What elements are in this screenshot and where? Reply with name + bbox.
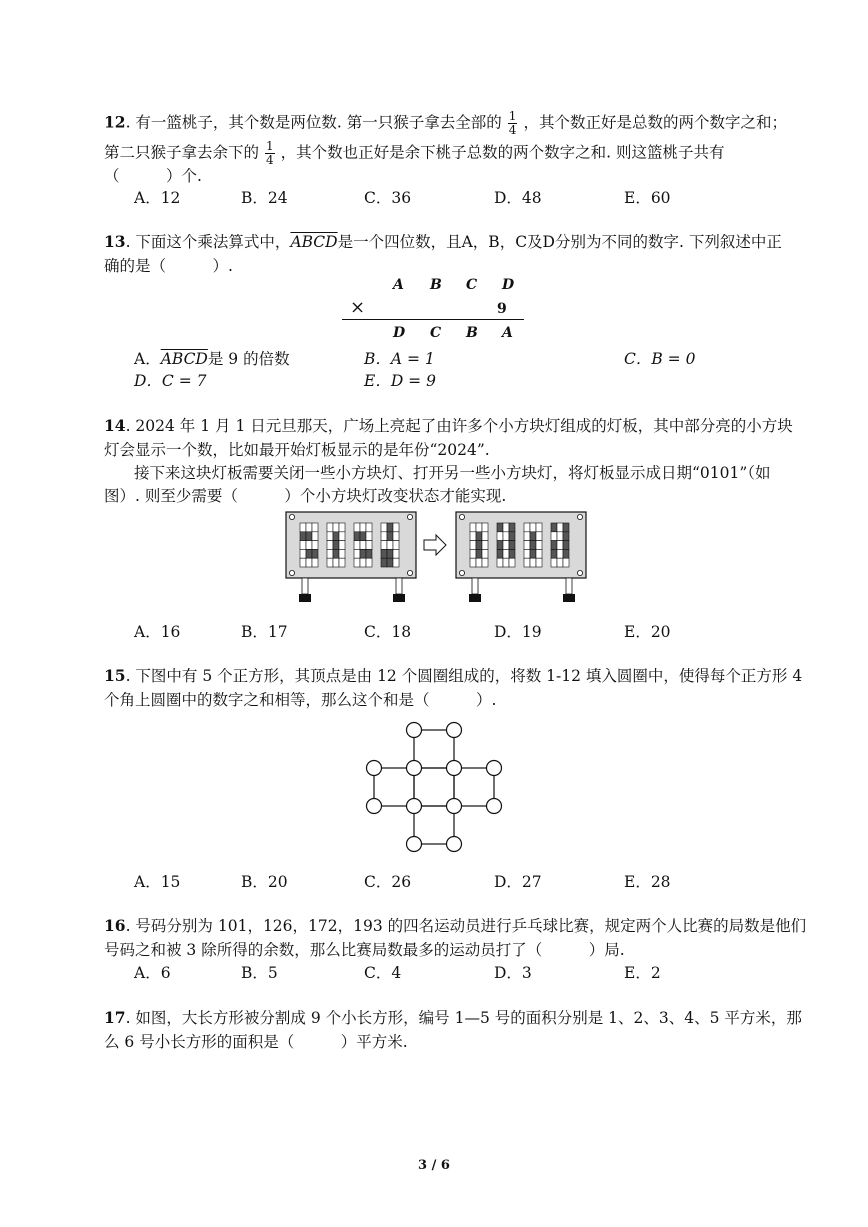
q12-option-c[interactable]: C．36 bbox=[364, 189, 412, 207]
q13-line1 bbox=[104, 230, 782, 252]
lamp-cell bbox=[536, 523, 542, 532]
lamp-cell bbox=[306, 532, 312, 541]
mult-bottom-b: B bbox=[466, 325, 478, 341]
lamp-cell bbox=[333, 549, 339, 558]
circle-node bbox=[447, 837, 462, 852]
lamp-cell bbox=[393, 523, 399, 532]
q14-line2: 灯会显示一个数，比如最开始灯板显示的是年份“2024”. bbox=[104, 441, 490, 459]
lamp-cell bbox=[333, 558, 339, 567]
mult-top-d: D bbox=[502, 277, 515, 293]
q12-line1 bbox=[104, 110, 787, 137]
lamp-cell bbox=[476, 549, 482, 558]
screw-icon bbox=[407, 514, 412, 519]
lamp-cell bbox=[381, 523, 387, 532]
board-leg bbox=[302, 578, 308, 594]
mult-top-a: A bbox=[393, 277, 404, 293]
square-right bbox=[454, 768, 494, 806]
lamp-cell bbox=[563, 549, 569, 558]
q16-option-d[interactable]: D．3 bbox=[494, 964, 532, 982]
lamp-cell bbox=[360, 549, 366, 558]
q12-option-a[interactable]: A．12 bbox=[134, 189, 181, 207]
screw-icon bbox=[289, 570, 294, 575]
q12-option-b[interactable]: B．24 bbox=[241, 189, 288, 207]
lamp-cell bbox=[312, 523, 318, 532]
lamp-cell bbox=[354, 532, 360, 541]
lamp-cell bbox=[524, 532, 530, 541]
board-leg bbox=[566, 578, 572, 594]
q14-line4: 图）. 则至少需要（ ）个小方块灯改变状态才能实现. bbox=[104, 487, 507, 505]
lamp-cell bbox=[339, 549, 345, 558]
lamp-cell bbox=[354, 549, 360, 558]
q17-line1: 17. 如图，大长方形被分割成 9 个小长方形，编号 1—5 号的面积分别是 1、2、3、4、5 平方米，那 bbox=[104, 1008, 802, 1027]
lamp-cell bbox=[366, 549, 372, 558]
mult-bottom-a: A bbox=[502, 325, 513, 341]
q13-text-1a: . 下面这个乘法算式中， bbox=[125, 233, 291, 251]
lamp-cell bbox=[387, 523, 393, 532]
circle-node bbox=[407, 799, 422, 814]
lamp-cell bbox=[333, 523, 339, 532]
circle-node bbox=[407, 723, 422, 738]
lamp-cell bbox=[557, 549, 563, 558]
lamp-cell bbox=[381, 532, 387, 541]
lamp-cell bbox=[509, 541, 515, 550]
lamp-cell bbox=[306, 541, 312, 550]
q12-fraction-1: $\frac{1}{4}$ bbox=[508, 109, 517, 137]
lamp-cell bbox=[509, 549, 515, 558]
lamp-cell bbox=[312, 558, 318, 567]
lamp-cell bbox=[470, 549, 476, 558]
lamp-cell bbox=[381, 558, 387, 567]
q17-number: 17 bbox=[104, 1008, 126, 1027]
lamp-cell bbox=[327, 523, 333, 532]
lamp-cell bbox=[536, 558, 542, 567]
mult-top-c: C bbox=[466, 277, 478, 293]
lamp-cell bbox=[551, 541, 557, 550]
lamp-cell bbox=[530, 549, 536, 558]
lamp-cell bbox=[563, 541, 569, 550]
mult-bottom-d: D bbox=[393, 325, 406, 341]
lamp-cell bbox=[327, 549, 333, 558]
lamp-cell bbox=[387, 532, 393, 541]
lamp-cell bbox=[470, 541, 476, 550]
screw-icon bbox=[289, 514, 294, 519]
lamp-cell bbox=[387, 541, 393, 550]
lamp-cell bbox=[503, 523, 509, 532]
q14-line1: 14. 2024 年 1 月 1 日元旦那天，广场上亮起了由许多个小方块灯组成的灯板，其中部分亮的小方块 bbox=[104, 416, 793, 435]
q17-line2: 么 6 号小长方形的面积是（ ）平方米. bbox=[104, 1033, 408, 1051]
lamp-cell bbox=[312, 549, 318, 558]
q15-number: 15 bbox=[104, 666, 126, 685]
lamp-cell bbox=[306, 549, 312, 558]
lamp-cell bbox=[333, 541, 339, 550]
lamp-cell bbox=[327, 532, 333, 541]
lamp-cell bbox=[339, 523, 345, 532]
lamp-cell bbox=[530, 523, 536, 532]
screw-icon bbox=[407, 570, 412, 575]
q16-line1: 16. 号码分别为 101，126，172，193 的四名运动员进行乒乓球比赛，规定两个人比赛的局数是他们 bbox=[104, 916, 807, 935]
board-foot bbox=[563, 594, 575, 602]
lamp-cell bbox=[470, 523, 476, 532]
lamp-cell bbox=[306, 523, 312, 532]
lamp-cell bbox=[536, 549, 542, 558]
q13-number: 13 bbox=[104, 232, 126, 251]
lamp-cell bbox=[551, 523, 557, 532]
lamp-cell bbox=[557, 532, 563, 541]
lamp-cell bbox=[509, 532, 515, 541]
lamp-cell bbox=[354, 541, 360, 550]
screw-icon bbox=[577, 514, 582, 519]
lamp-cell bbox=[327, 558, 333, 567]
circle-node bbox=[367, 799, 382, 814]
circle-node bbox=[367, 761, 382, 776]
lamp-cell bbox=[509, 523, 515, 532]
q12-text-2b: ，其个数也正好是余下桃子总数的两个数字之和. 则这篮桃子共有 bbox=[280, 143, 725, 162]
q13-option-b[interactable]: B．A = 1 bbox=[364, 350, 435, 368]
lamp-cell bbox=[393, 541, 399, 550]
circle-node bbox=[487, 761, 502, 776]
arrow-right-icon bbox=[424, 535, 446, 555]
circle-node bbox=[447, 761, 462, 776]
lamp-cell bbox=[381, 541, 387, 550]
lamp-cell bbox=[497, 541, 503, 550]
q14-option-c[interactable]: C．18 bbox=[364, 623, 412, 641]
board-foot bbox=[469, 594, 481, 602]
lamp-cell bbox=[536, 532, 542, 541]
lamp-cell bbox=[300, 541, 306, 550]
lamp-cell bbox=[524, 523, 530, 532]
lamp-cell bbox=[563, 532, 569, 541]
lamp-cell bbox=[551, 558, 557, 567]
q14-option-b[interactable]: B．17 bbox=[241, 623, 288, 641]
lamp-cell bbox=[497, 523, 503, 532]
q15-option-a[interactable]: A．15 bbox=[134, 873, 181, 891]
lamp-cell bbox=[300, 532, 306, 541]
q13-line2: 确的是（ ）. bbox=[104, 257, 233, 275]
lamp-cell bbox=[393, 549, 399, 558]
lamp-cell bbox=[354, 558, 360, 567]
q15-line2: 个角上圆圈中的数字之和相等，那么这个和是（ ）. bbox=[104, 691, 497, 709]
lamp-cell bbox=[366, 541, 372, 550]
q13-abcd: ABCD bbox=[290, 233, 338, 251]
q15-option-e[interactable]: E．28 bbox=[624, 873, 671, 891]
q12-text-2a: 第二只猴子拿去余下的 bbox=[104, 143, 260, 162]
q16-option-c[interactable]: C．4 bbox=[364, 964, 402, 982]
q12-number: 12 bbox=[104, 112, 126, 132]
q13-text-1b: 是一个四位数，且A，B，C及D分别为不同的数字. 下列叙述中正 bbox=[337, 233, 782, 251]
lamp-cell bbox=[497, 549, 503, 558]
lamp-cell bbox=[360, 532, 366, 541]
q16-option-a[interactable]: A．6 bbox=[134, 964, 171, 982]
lamp-cell bbox=[503, 558, 509, 567]
lamp-cell bbox=[306, 558, 312, 567]
mult-top-b: B bbox=[430, 277, 442, 293]
lamp-cell bbox=[300, 558, 306, 567]
lamp-cell bbox=[563, 523, 569, 532]
five-squares-figure bbox=[364, 718, 504, 858]
q15-option-d[interactable]: D．27 bbox=[494, 873, 542, 891]
lamp-cell bbox=[524, 558, 530, 567]
lamp-cell bbox=[551, 549, 557, 558]
q15-option-b[interactable]: B．20 bbox=[241, 873, 288, 891]
lamp-cell bbox=[530, 558, 536, 567]
q14-number: 14 bbox=[104, 416, 126, 435]
lamp-cell bbox=[557, 558, 563, 567]
lamp-cell bbox=[312, 541, 318, 550]
lamp-cell bbox=[530, 532, 536, 541]
q16-line2: 号码之和被 3 除所得的余数，那么比赛局数最多的运动员打了（ ）局. bbox=[104, 941, 625, 959]
lamp-cell bbox=[476, 532, 482, 541]
screw-icon bbox=[459, 570, 464, 575]
screw-icon bbox=[577, 570, 582, 575]
lamp-cell bbox=[530, 541, 536, 550]
q12-line3: （ ）个. bbox=[104, 167, 202, 185]
lamp-cell bbox=[497, 532, 503, 541]
circle-node bbox=[487, 799, 502, 814]
q12-line2 bbox=[104, 140, 725, 167]
lamp-cell bbox=[563, 558, 569, 567]
lamp-cell bbox=[503, 541, 509, 550]
mult-rule bbox=[342, 319, 524, 320]
lamp-cell bbox=[557, 541, 563, 550]
square-center bbox=[414, 768, 454, 806]
lamp-cell bbox=[482, 532, 488, 541]
q14-option-e[interactable]: E．20 bbox=[624, 623, 671, 641]
q16-option-e[interactable]: E．2 bbox=[624, 964, 661, 982]
board-foot bbox=[299, 594, 311, 602]
circle-node bbox=[447, 723, 462, 738]
page-number: 3 / 6 bbox=[418, 1158, 450, 1173]
lamp-cell bbox=[366, 558, 372, 567]
lamp-cell bbox=[503, 549, 509, 558]
lamp-cell bbox=[476, 523, 482, 532]
lamp-cell bbox=[339, 558, 345, 567]
lamp-cell bbox=[551, 532, 557, 541]
lamp-cell bbox=[339, 532, 345, 541]
lamp-cell bbox=[470, 558, 476, 567]
q16-option-b[interactable]: B．5 bbox=[241, 964, 278, 982]
lamp-cell bbox=[497, 558, 503, 567]
lamp-cell bbox=[387, 549, 393, 558]
q12-text-1b: ，其个数正好是总数的两个数字之和； bbox=[523, 113, 787, 132]
lamp-cell bbox=[354, 523, 360, 532]
circle-node bbox=[407, 837, 422, 852]
lamp-cell bbox=[381, 549, 387, 558]
lamp-cell bbox=[360, 523, 366, 532]
q14-option-d[interactable]: D．19 bbox=[494, 623, 542, 641]
square-bottom bbox=[414, 806, 454, 844]
circle-node bbox=[447, 799, 462, 814]
lamp-cell bbox=[536, 541, 542, 550]
q12-fraction-2: $\frac{1}{4}$ bbox=[266, 139, 274, 167]
lamp-cell bbox=[482, 523, 488, 532]
board-leg bbox=[472, 578, 478, 594]
lamp-cell bbox=[557, 523, 563, 532]
q15-option-c[interactable]: C．26 bbox=[364, 873, 412, 891]
q16-number: 16 bbox=[104, 916, 126, 935]
lamp-cell bbox=[482, 541, 488, 550]
lamp-cell bbox=[339, 541, 345, 550]
lamp-cell bbox=[366, 532, 372, 541]
light-board-figure bbox=[284, 508, 590, 608]
lamp-cell bbox=[524, 549, 530, 558]
lamp-cell bbox=[300, 549, 306, 558]
q13-option-c[interactable]: C．B = 0 bbox=[624, 350, 696, 368]
q12-option-e[interactable]: E．60 bbox=[624, 189, 671, 207]
circle-node bbox=[407, 761, 422, 776]
screw-icon bbox=[459, 514, 464, 519]
lamp-cell bbox=[482, 549, 488, 558]
lamp-cell bbox=[470, 532, 476, 541]
lamp-cell bbox=[476, 558, 482, 567]
lamp-cell bbox=[476, 541, 482, 550]
mult-times-sign: × bbox=[350, 297, 366, 318]
q12-text-1a: . 有一篮桃子，其个数是两位数. 第一只猴子拿去全部的 bbox=[125, 113, 502, 132]
square-top bbox=[414, 730, 454, 768]
q14-option-a[interactable]: A．16 bbox=[134, 623, 181, 641]
q13-option-e[interactable]: E．D = 9 bbox=[364, 372, 436, 390]
q14-line3: 接下来这块灯板需要关闭一些小方块灯、打开另一些小方块灯，将灯板显示成日期“0101”（如 bbox=[134, 464, 771, 482]
lamp-cell bbox=[387, 558, 393, 567]
square-left bbox=[374, 768, 414, 806]
lamp-cell bbox=[327, 541, 333, 550]
lamp-cell bbox=[312, 532, 318, 541]
lamp-cell bbox=[366, 523, 372, 532]
lamp-cell bbox=[393, 532, 399, 541]
q13-option-a[interactable]: A．ABCD是 9 的倍数 bbox=[134, 350, 290, 368]
mult-bottom-c: C bbox=[430, 325, 442, 341]
lamp-cell bbox=[300, 523, 306, 532]
lamp-cell bbox=[524, 541, 530, 550]
mult-nine: 9 bbox=[497, 301, 507, 317]
lamp-cell bbox=[333, 532, 339, 541]
lamp-cell bbox=[503, 532, 509, 541]
board-leg bbox=[396, 578, 402, 594]
lamp-cell bbox=[482, 558, 488, 567]
lamp-cell bbox=[509, 558, 515, 567]
lamp-cell bbox=[360, 541, 366, 550]
q15-line1: 15. 下图中有 5 个正方形，其顶点是由 12 个圆圈组成的，将数 1-12 填入圆圈中，使得每个正方形 4 bbox=[104, 666, 803, 685]
q12-option-d[interactable]: D．48 bbox=[494, 189, 542, 207]
q13-option-d[interactable]: D．C = 7 bbox=[134, 372, 207, 390]
board-foot bbox=[393, 594, 405, 602]
lamp-cell bbox=[393, 558, 399, 567]
lamp-cell bbox=[360, 558, 366, 567]
